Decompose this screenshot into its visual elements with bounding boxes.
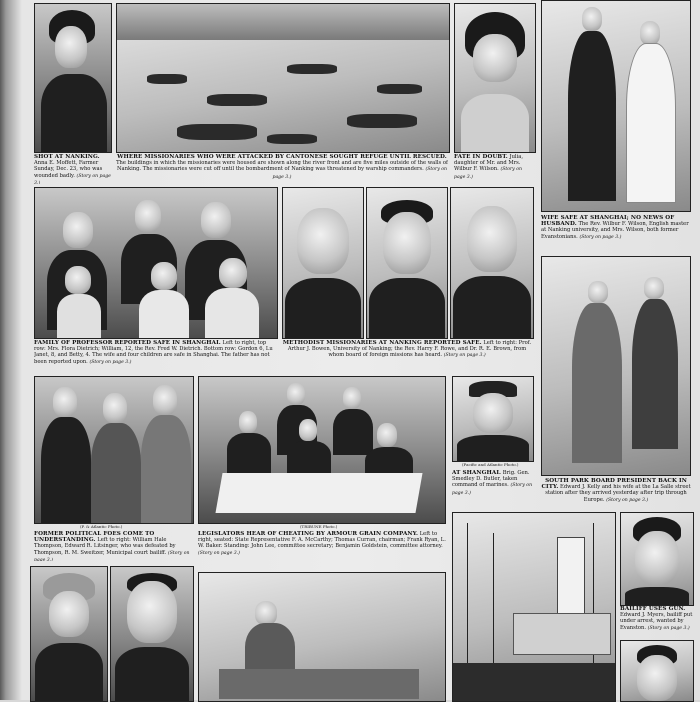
photo-man-portrait [110,566,194,702]
caption-missionaries-refuge: WHERE MISSIONARIES WHO WERE ATTACKED BY CANTONESE SOUGHT REFUGE UNTIL RESCUED. The buildings in which the missionaries were housed are shown along the river front and are five miles outside of the walls of Nanking. The missionaries were cut off until the bombardment of Nanking was threatened by warship commanders. (Story on page 3.) [116,154,448,180]
photo-dietrich-family [34,187,278,339]
photo-arthur-bowen [282,187,364,339]
photo-julia-wilson [454,3,536,153]
caption-south-park: SOUTH PARK BOARD PRESIDENT BACK IN CITY. Edward J. Kelly and his wife at the La Salle street station after they arrived yesterday after trip through Europe. (Story on page 3.) [541,478,691,503]
caption-political-foes: FORMER POLITICAL FOES COME TO UNDERSTANDING. Left to right: William Hale Thompson, Edward R. Litsinger, who was defeated by Thompson, R. M. Sweitzer, Municipal court bailiff. (Story on page 3.) [34,531,190,561]
credit-butler: (Pacific and Atlantic Photo.) [462,462,519,467]
caption-fate-in-doubt: FATE IN DOUBT. Julia, daughter of Mr. and Mrs. Wilbur F. Wilson. (Story on page 3.) [454,154,523,180]
photo-edward-myers [620,512,694,606]
photo-political-foes [34,376,194,524]
photo-church-tower [452,512,616,702]
photo-grain-samples [198,572,446,702]
credit-foes: (P. & Atlantic Photo.) [80,524,123,529]
caption-bailiff: BAILIFF USES GUN. Edward J. Myers, bailiff put under arrest, wanted by Evanston. (Story on page 3.) [620,606,693,631]
photo-man-bottom-right [620,640,694,702]
photo-harry-rowe [366,187,448,339]
credit-legislators: (TRIBUNE Photo.) [300,524,338,529]
caption-family-professor: FAMILY OF PROFESSOR REPORTED SAFE IN SHANGHAI. Left to right, top row: Mrs. Flora Dietrich; William, 12, the Rev. Fred W. Dietrich. Bottom row: Gordon 6, Lu Janet, 8, and Betty, 4. The wife and four children are safe in Shanghai. The father has not been reported upon. (Story on page 3.) [34,340,273,365]
caption-methodist-missionaries: METHODIST MISSIONARIES AT NANKING REPORTED SAFE. Left to right: Prof. Arthur J. Bowen, University of Nanking; the Rev. Harry F. Rowe, and Dr. R. E. Brown, from whom board of foreign missions has heard. (Story on page 3.) [282,340,532,359]
photo-re-brown [450,187,534,339]
photo-smedley-butler [452,376,534,462]
caption-at-shanghai: AT SHANGHAI. Brig. Gen. Smedley D. Butler, taken command of marines. (Story on page 3.) [452,470,533,496]
photo-anna-moffett [34,3,112,153]
photo-edward-kelly [541,256,691,476]
caption-shot-at-nanking: SHOT AT NANKING. Anna E. Moffett, Farmer Sunday, Dec. 23, who was wounded badly. (Story on page 3.) [34,154,111,184]
photo-woman-cloche-hat [30,566,108,702]
caption-wife-safe: WIFE SAFE AT SHANGHAI; NO NEWS OF HUSBAND. The Rev. Wilbur F. Wilson, English master at Nanking university, and Mrs. Wilson, both former Evanstonians. (Story on page 3.) [541,215,689,240]
photo-legislators-hearing [198,376,446,524]
photo-nanking-river-refuge [116,3,450,153]
photo-wilson-couple [541,0,691,212]
caption-legislators: LEGISLATORS HEAR OF CHEATING BY ARMOUR GRAIN COMPANY. Left to right, seated: State Representative F. A. McCarthy; Thomas Curran, chairman; Frank Ryan, L. W. Baker. Standing: John Lee, committee secretary; Benjamin Goldstein, committee attorney. (Story on page 3.) [198,531,446,556]
